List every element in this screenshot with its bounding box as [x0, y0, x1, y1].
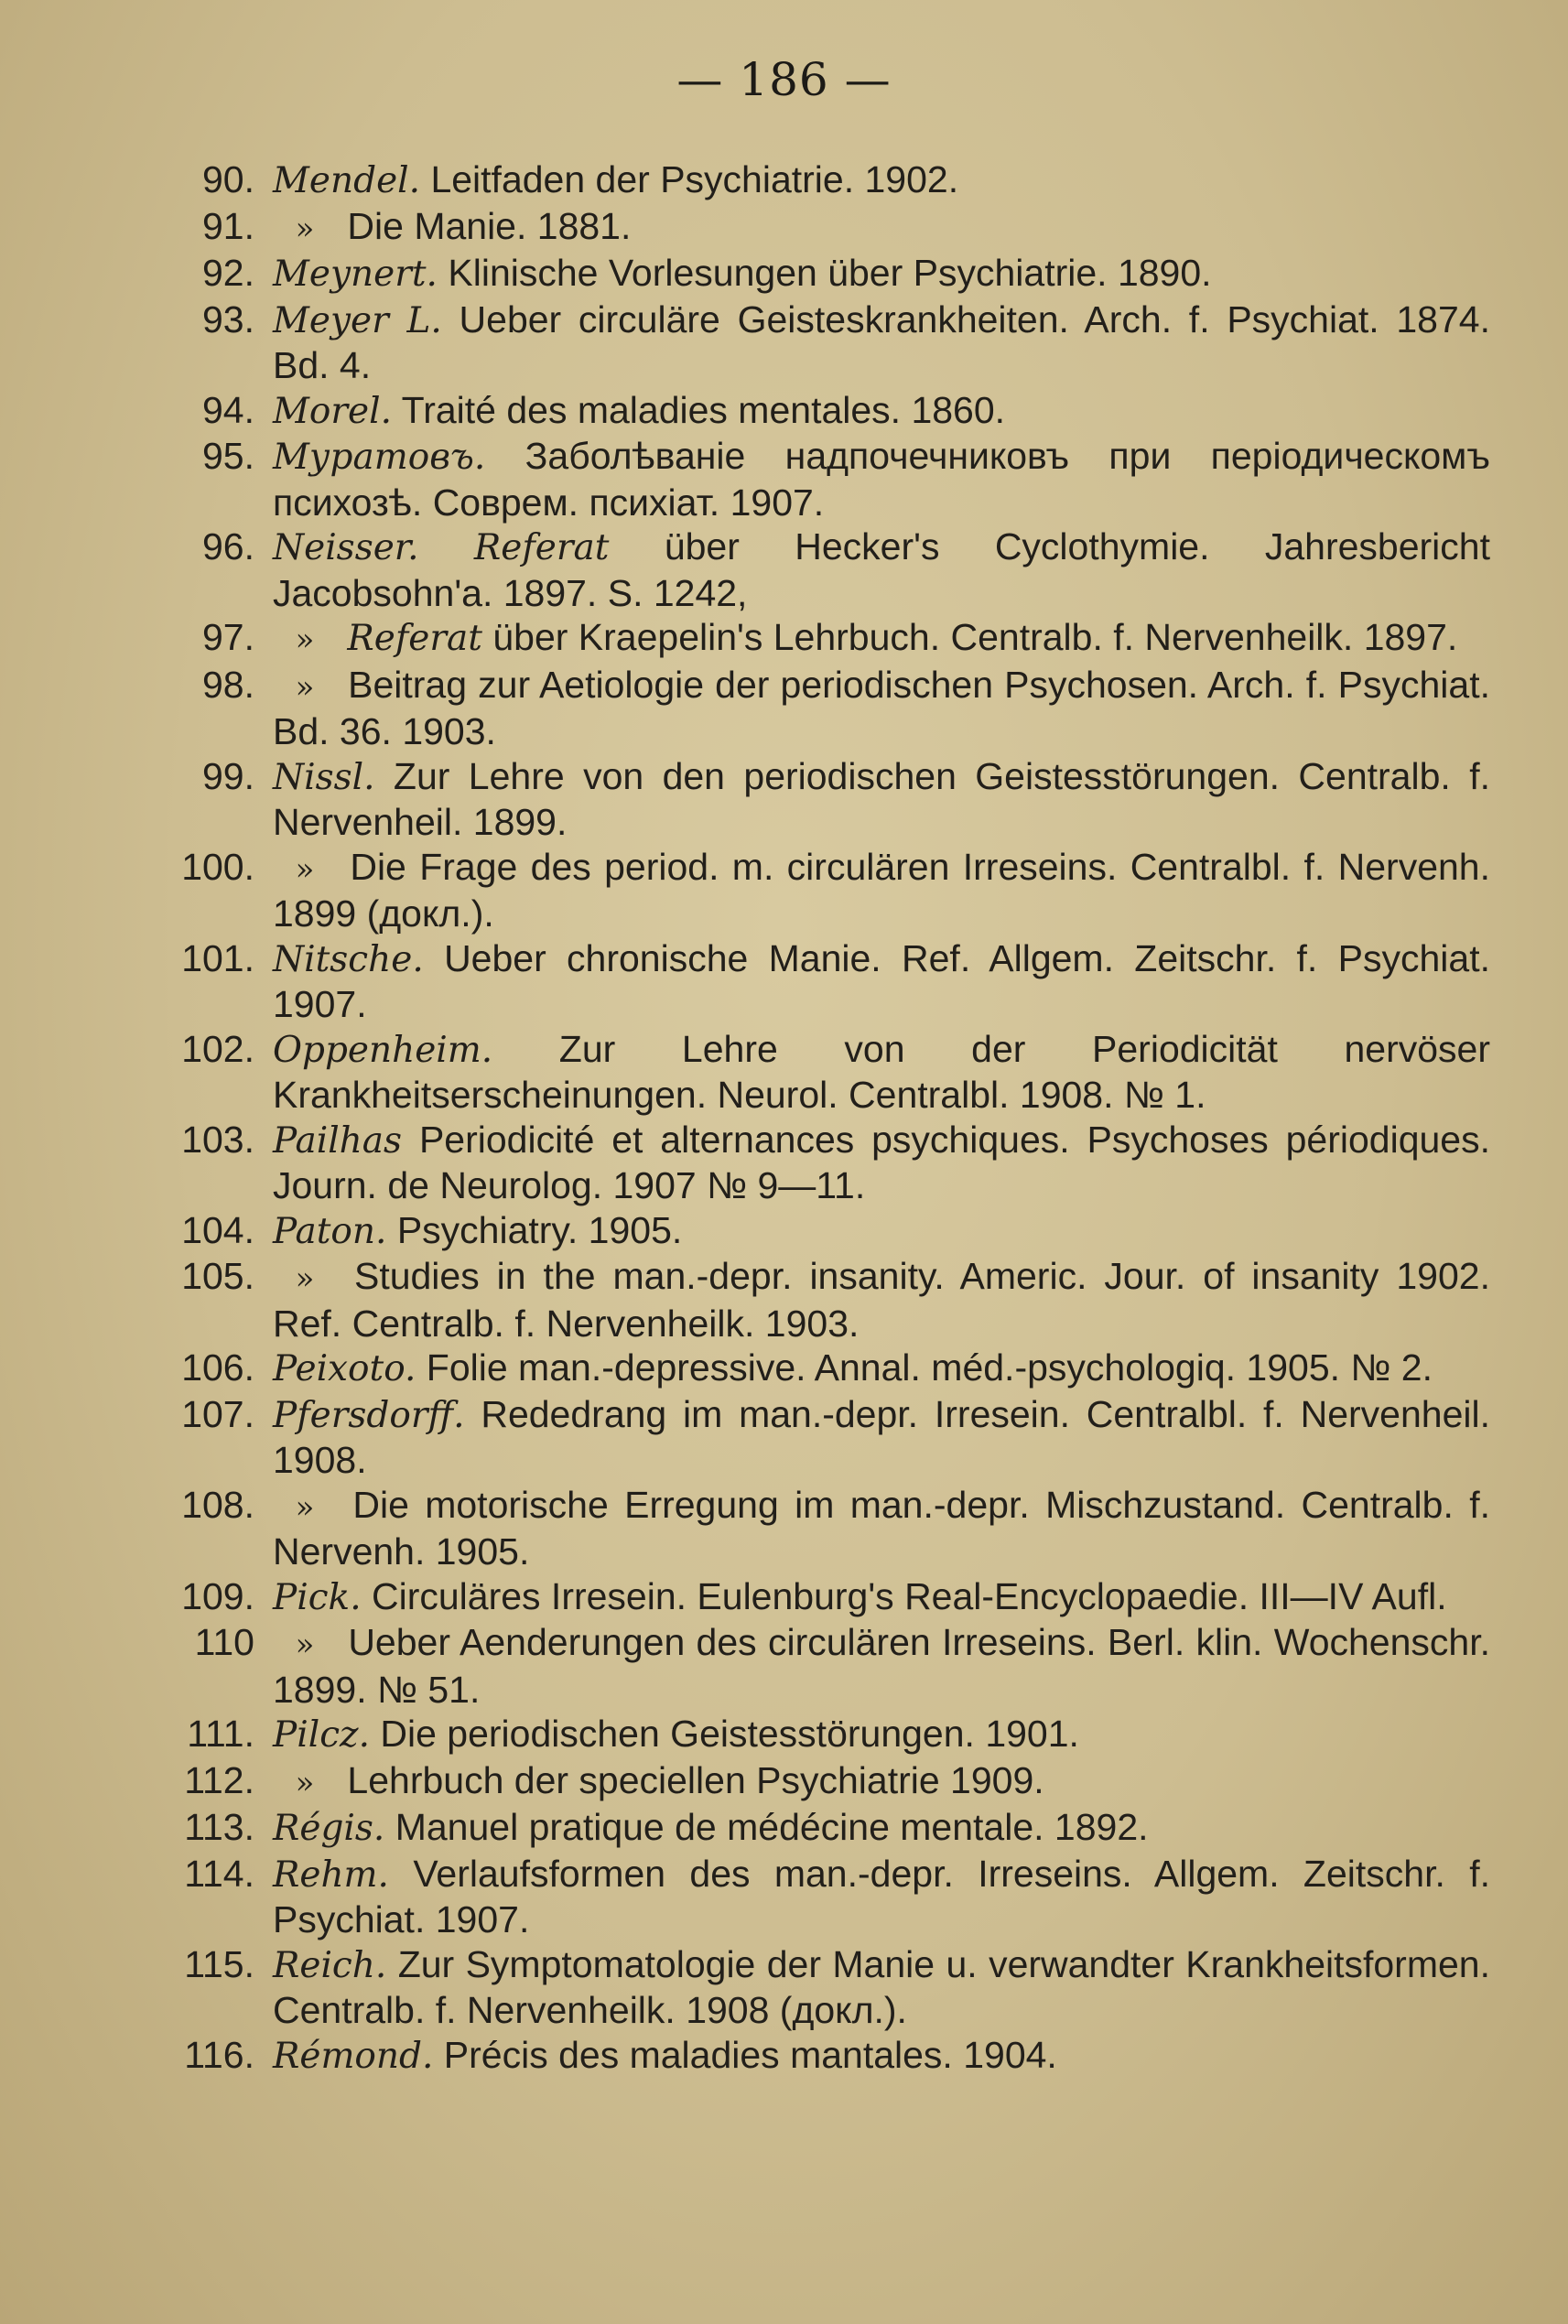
- bibliography-entry: [154, 1118, 1490, 1208]
- entry-body: [273, 1620, 1490, 1712]
- entry-text: Die Manie. 1881.: [347, 204, 632, 247]
- entry-body: [273, 663, 1490, 754]
- entry-number: 101.: [181, 936, 254, 979]
- bibliography-entry: [154, 845, 1490, 936]
- entry-number: 97.: [202, 616, 254, 658]
- entry-author: Mendel.: [273, 160, 421, 201]
- bibliography-entry: [154, 615, 1490, 663]
- entry-body: [273, 2033, 1490, 2080]
- ditto-mark: »: [295, 1260, 315, 1297]
- entry-author: Pfersdorff.: [273, 1394, 465, 1436]
- entry-text: Rededrang im man.-depr. Irresein. Centralbl. f. Nervenheil. 1908.: [273, 1392, 1490, 1481]
- entry-number: 102.: [181, 1027, 254, 1070]
- entry-text: Zur Lehre von den periodischen Geistesstörungen. Centralb. f. Nervenheil. 1899.: [273, 754, 1490, 843]
- entry-body: [273, 157, 1490, 204]
- entry-body: [273, 754, 1490, 845]
- entry-author: Meynert.: [273, 254, 438, 295]
- entry-author: Nissl.: [273, 756, 375, 798]
- bibliography-entry: [154, 1027, 1490, 1118]
- ditto-mark: »: [295, 1764, 315, 1801]
- bibliography-entry: [154, 1852, 1490, 1942]
- entry-body: [273, 1574, 1490, 1621]
- entry-text: Circuläres Irresein. Eulenburg's Real-Encyclopaedie. III—IV Aufl.: [372, 1574, 1447, 1617]
- entry-text: über Hecker's Cyclothymie. Jahresbericht Jacobsohn'a. 1897. S. 1242,: [273, 525, 1490, 614]
- bibliography-entry: [154, 1346, 1490, 1392]
- entry-body: [273, 251, 1490, 297]
- entry-number: 95.: [202, 435, 254, 477]
- ditto-mark: »: [295, 668, 315, 706]
- entry-author: Nitsche.: [273, 938, 424, 980]
- entry-body: [273, 1254, 1490, 1346]
- entry-number: 103.: [181, 1118, 254, 1161]
- entry-text: Zur Symptomatologie der Manie u. verwandter Krankheitsformen. Centralb. f. Nervenheilk. 1908 (докл.).: [273, 1942, 1490, 2031]
- entry-body: [273, 1346, 1490, 1392]
- bibliography-entry: [154, 157, 1490, 204]
- entry-body: [273, 1942, 1490, 2033]
- entry-italic-word: Referat: [347, 618, 482, 659]
- bibliography-entry: [154, 297, 1490, 388]
- entry-text: Beitrag zur Aetiologie der periodischen Psychosen. Arch. f. Psychiat. Bd. 36. 1903.: [273, 663, 1490, 752]
- bibliography-entry: [154, 1942, 1490, 2033]
- entry-text: über Kraepelin's Lehrbuch. Centralb. f. Nervenheilk. 1897.: [492, 616, 1458, 658]
- entry-text: Studies in the man.-depr. insanity. Americ. Jour. of insanity 1902. Ref. Centralb. f. Nervenheilk. 1903.: [273, 1255, 1490, 1345]
- entry-body: [273, 297, 1490, 388]
- entry-text: Periodicité et alternances psychiques. Psychoses périodiques. Journ. de Neurolog. 1907 № 9—11.: [273, 1118, 1490, 1206]
- bibliography-entry: [154, 663, 1490, 754]
- bibliography-list: [154, 157, 1490, 2079]
- entry-number: 108.: [181, 1483, 254, 1526]
- entry-text: Die motorische Erregung im man.-depr. Mischzustand. Centralb. f. Nervenh. 1905.: [273, 1483, 1490, 1573]
- entry-author: Rehm.: [273, 1854, 389, 1896]
- entry-author: Morel.: [273, 390, 393, 432]
- entry-body: [273, 1027, 1490, 1118]
- entry-body: [273, 1712, 1490, 1758]
- bibliography-entry: [154, 524, 1490, 615]
- ditto-mark: »: [295, 210, 315, 247]
- bibliography-entry: [154, 754, 1490, 845]
- entry-author: Pick.: [273, 1576, 362, 1618]
- entry-author: Meyer L.: [273, 299, 442, 341]
- entry-number: 90.: [202, 158, 254, 200]
- entry-number: 107.: [181, 1392, 254, 1435]
- entry-text: Заболѣванiе надпочечниковъ при перiодическомъ психозѣ. Соврем. психiат. 1907.: [273, 435, 1490, 524]
- bibliography-entry: [154, 1254, 1490, 1346]
- entry-author: Neisser.: [273, 527, 419, 568]
- entry-body: [273, 1483, 1490, 1574]
- bibliography-entry: [154, 1620, 1490, 1712]
- entry-number: 92.: [202, 252, 254, 294]
- entry-number: 91.: [202, 204, 254, 247]
- entry-text: Traité des maladies mentales. 1860.: [401, 388, 1006, 431]
- entry-number: 115.: [184, 1942, 254, 1985]
- entry-number: 113.: [184, 1806, 254, 1848]
- entry-number: 104.: [181, 1208, 254, 1251]
- entry-text: Leitfaden der Psychiatrie. 1902.: [430, 158, 959, 200]
- ditto-mark: »: [295, 1488, 315, 1526]
- entry-text: Psychiatry. 1905.: [396, 1208, 683, 1251]
- entry-text: Die Frage des period. m. circulären Irreseins. Centralbl. f. Nervenh. 1899 (докл.).: [273, 845, 1490, 935]
- bibliography-entry: [154, 1805, 1490, 1852]
- entry-text: Ueber chronische Manie. Ref. Allgem. Zeitschr. f. Psychiat. 1907.: [273, 936, 1490, 1025]
- entry-body: [273, 1758, 1490, 1806]
- ditto-mark: »: [295, 1627, 315, 1663]
- entry-number: 96.: [202, 525, 254, 567]
- entry-text: Die periodischen Geistesstörungen. 1901.: [380, 1713, 1079, 1755]
- entry-number: 105.: [181, 1255, 254, 1297]
- entry-body: [273, 936, 1490, 1027]
- entry-author: Муратовъ.: [273, 437, 486, 478]
- bibliography-entry: [154, 1208, 1490, 1255]
- entry-author: Paton.: [273, 1210, 387, 1252]
- entry-number: 106.: [181, 1346, 254, 1389]
- entry-author: Peixoto.: [273, 1348, 416, 1389]
- entry-number: 94.: [202, 388, 254, 431]
- entry-text: Ueber circuläre Geisteskrankheiten. Arch. f. Psychiat. 1874. Bd. 4.: [273, 297, 1490, 386]
- bibliography-entry: [154, 204, 1490, 252]
- entry-number: 109.: [181, 1574, 254, 1617]
- bibliography-entry: [154, 434, 1490, 524]
- entry-number: 111.: [187, 1713, 254, 1755]
- entry-body: [273, 388, 1490, 435]
- entry-author: Pilcz.: [273, 1714, 370, 1756]
- bibliography-entry: [154, 1758, 1490, 1806]
- bibliography-entry: [154, 1483, 1490, 1574]
- ditto-mark: »: [295, 622, 315, 658]
- entry-body: [273, 1805, 1490, 1852]
- entry-body: [273, 1208, 1490, 1255]
- entry-number: 116.: [184, 2033, 254, 2076]
- bibliography-entry: [154, 1574, 1490, 1621]
- bibliography-entry: [154, 936, 1490, 1027]
- entry-author: Reich.: [273, 1944, 387, 1986]
- entry-body: [273, 845, 1490, 936]
- entry-number: 112.: [184, 1758, 254, 1801]
- entry-number: 110: [194, 1621, 254, 1663]
- entry-body: [273, 1392, 1490, 1483]
- entry-text: Zur Lehre von der Periodicität nervöser Krankheitserscheinungen. Neurol. Centralbl. 1908. № 1.: [273, 1027, 1490, 1116]
- entry-body: [273, 615, 1490, 663]
- entry-body: [273, 434, 1490, 524]
- bibliography-entry: [154, 1392, 1490, 1483]
- entry-text: Folie man.-depressive. Annal. méd.-psychologiq. 1905. № 2.: [426, 1346, 1433, 1389]
- bibliography-entry: [154, 251, 1490, 297]
- entry-text: Manuel pratique de médécine mentale. 1892.: [395, 1806, 1149, 1848]
- entry-number: 100.: [181, 845, 254, 888]
- bibliography-entry: [154, 1712, 1490, 1758]
- entry-author: Rémond.: [273, 2035, 434, 2077]
- entry-author: Pailhas: [273, 1119, 403, 1162]
- entry-number: 114.: [184, 1852, 254, 1895]
- entry-number: 98.: [202, 663, 254, 706]
- entry-body: [273, 524, 1490, 615]
- entry-text: Lehrbuch der speciellen Psychiatrie 1909.: [347, 1758, 1044, 1801]
- entry-author: Régis.: [273, 1808, 385, 1849]
- entry-author: Oppenheim.: [273, 1029, 493, 1071]
- entry-text: Verlaufsformen des man.-depr. Irreseins. Allgem. Zeitschr. f. Psychiat. 1907.: [273, 1852, 1490, 1940]
- entry-text: Klinische Vorlesungen über Psychiatrie. 1890.: [448, 252, 1212, 294]
- page-number: — 186 —: [676, 53, 892, 106]
- entry-text: Ueber Aenderungen des circulären Irreseins. Berl. klin. Wochenschr. 1899. № 51.: [273, 1621, 1490, 1711]
- entry-number: 99.: [202, 754, 254, 797]
- ditto-mark: »: [295, 850, 315, 888]
- entry-number: 93.: [202, 297, 254, 340]
- bibliography-entry: [154, 2033, 1490, 2080]
- entry-italic-word: Referat: [473, 527, 610, 568]
- entry-body: [273, 1852, 1490, 1942]
- entry-text: Précis des maladies mantales. 1904.: [443, 2033, 1057, 2076]
- entry-body: [273, 204, 1490, 252]
- bibliography-entry: [154, 388, 1490, 435]
- entry-body: [273, 1118, 1490, 1208]
